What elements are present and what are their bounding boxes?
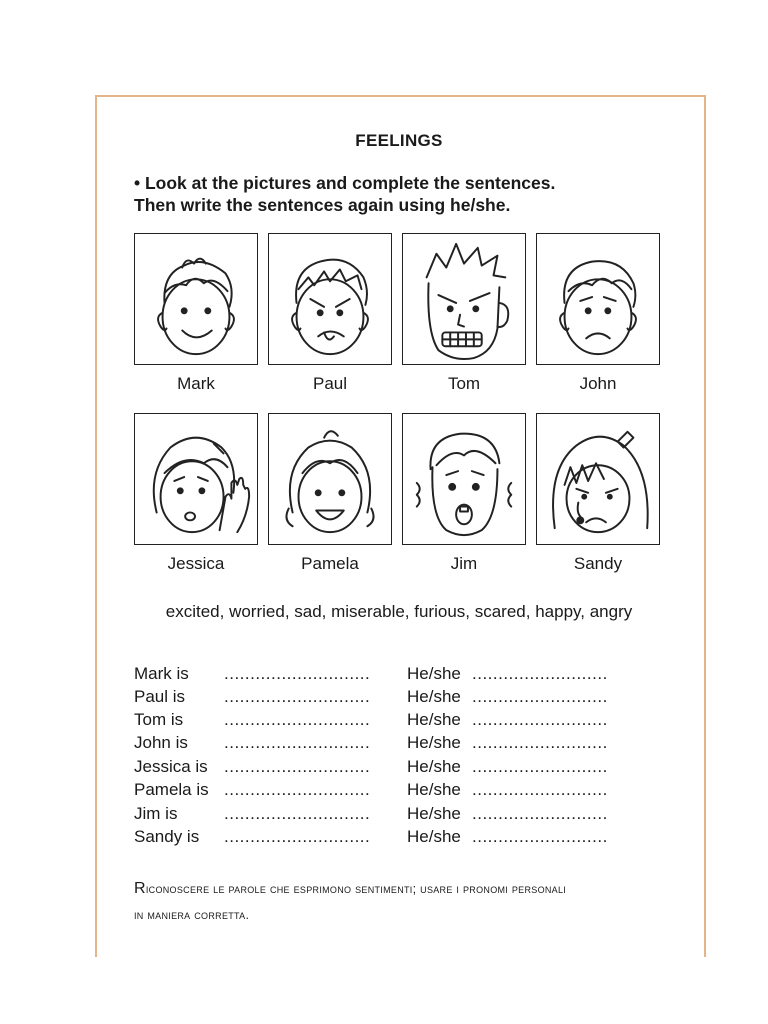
face-name-pamela: Pamela — [301, 554, 359, 573]
pronoun-label: He/she — [407, 780, 461, 799]
worksheet-title: FEELINGS — [355, 131, 443, 150]
face-jim-scared — [402, 413, 526, 545]
face-name-sandy: Sandy — [573, 554, 623, 573]
pronoun-answer-blank[interactable]: .......................... — [472, 780, 608, 799]
face-pamela-excited — [268, 413, 392, 545]
answer-blank[interactable]: ............................ — [224, 780, 371, 799]
instruction-line-2: Then write the sentences again using he/she. — [134, 195, 511, 215]
sentence-label: Mark is — [134, 664, 189, 683]
answer-blank[interactable]: ............................ — [224, 710, 371, 729]
objective-line-1-rest: iconoscere le parole che esprimono sentimenti; usare i pronomi personali — [145, 882, 567, 896]
sentence-label: John is — [134, 733, 188, 752]
sentence-label: Jim is — [134, 804, 178, 823]
sentence-label: Paul is — [134, 687, 186, 706]
pronoun-answer-blank[interactable]: .......................... — [472, 757, 608, 776]
face-name-mark: Mark — [177, 374, 215, 393]
instructions — [134, 172, 555, 216]
objective-initial: R — [134, 880, 146, 897]
sentence-label: Pamela is — [134, 780, 209, 799]
pronoun-label: He/she — [407, 687, 461, 706]
face-name-tom: Tom — [447, 374, 481, 393]
sentence-row — [134, 827, 634, 850]
face-paul-angry — [268, 233, 392, 365]
pronoun-answer-blank[interactable]: .......................... — [472, 733, 608, 752]
word-bank: excited, worried, sad, miserable, furious, scared, happy, angry — [165, 602, 633, 621]
answer-blank[interactable]: ............................ — [224, 804, 371, 823]
pronoun-label: He/she — [407, 710, 461, 729]
objective-line-2: in maniera corretta. — [134, 908, 250, 922]
objective-line-1 — [134, 876, 674, 902]
sentence-row — [134, 687, 634, 710]
sentence-label: Jessica is — [134, 757, 208, 776]
sentence-row — [134, 757, 634, 780]
sentence-label: Sandy is — [134, 827, 200, 846]
face-name-john: John — [579, 374, 617, 393]
pronoun-answer-blank[interactable]: .......................... — [472, 664, 608, 683]
pronoun-answer-blank[interactable]: .......................... — [472, 687, 608, 706]
pronoun-label: He/she — [407, 827, 461, 846]
answer-blank[interactable]: ............................ — [224, 827, 371, 846]
sentence-label: Tom is — [134, 710, 184, 729]
pronoun-answer-blank[interactable]: .......................... — [472, 827, 608, 846]
face-name-paul: Paul — [312, 374, 348, 393]
sentence-row — [134, 664, 634, 687]
face-jessica-worried — [134, 413, 258, 545]
face-john-sad — [536, 233, 660, 365]
pronoun-label: He/she — [407, 804, 461, 823]
face-tom-furious — [402, 233, 526, 365]
pronoun-answer-blank[interactable]: .......................... — [472, 710, 608, 729]
face-sandy-miserable — [536, 413, 660, 545]
face-name-jessica: Jessica — [167, 554, 225, 573]
pronoun-label: He/she — [407, 757, 461, 776]
answer-blank[interactable]: ............................ — [224, 664, 371, 683]
sentence-row — [134, 780, 634, 803]
answer-blank[interactable]: ............................ — [224, 757, 371, 776]
learning-objective — [134, 876, 674, 928]
answer-blank[interactable]: ............................ — [224, 733, 371, 752]
face-mark-happy — [134, 233, 258, 365]
instruction-line-1: • Look at the pictures and complete the sentences. — [134, 173, 556, 193]
pronoun-label: He/she — [407, 664, 461, 683]
answer-blank[interactable]: ............................ — [224, 687, 371, 706]
sentence-row — [134, 804, 634, 827]
pronoun-answer-blank[interactable]: .......................... — [472, 804, 608, 823]
sentence-row — [134, 710, 634, 733]
face-name-jim: Jim — [450, 554, 478, 573]
pronoun-label: He/she — [407, 733, 461, 752]
sentence-row — [134, 733, 634, 756]
